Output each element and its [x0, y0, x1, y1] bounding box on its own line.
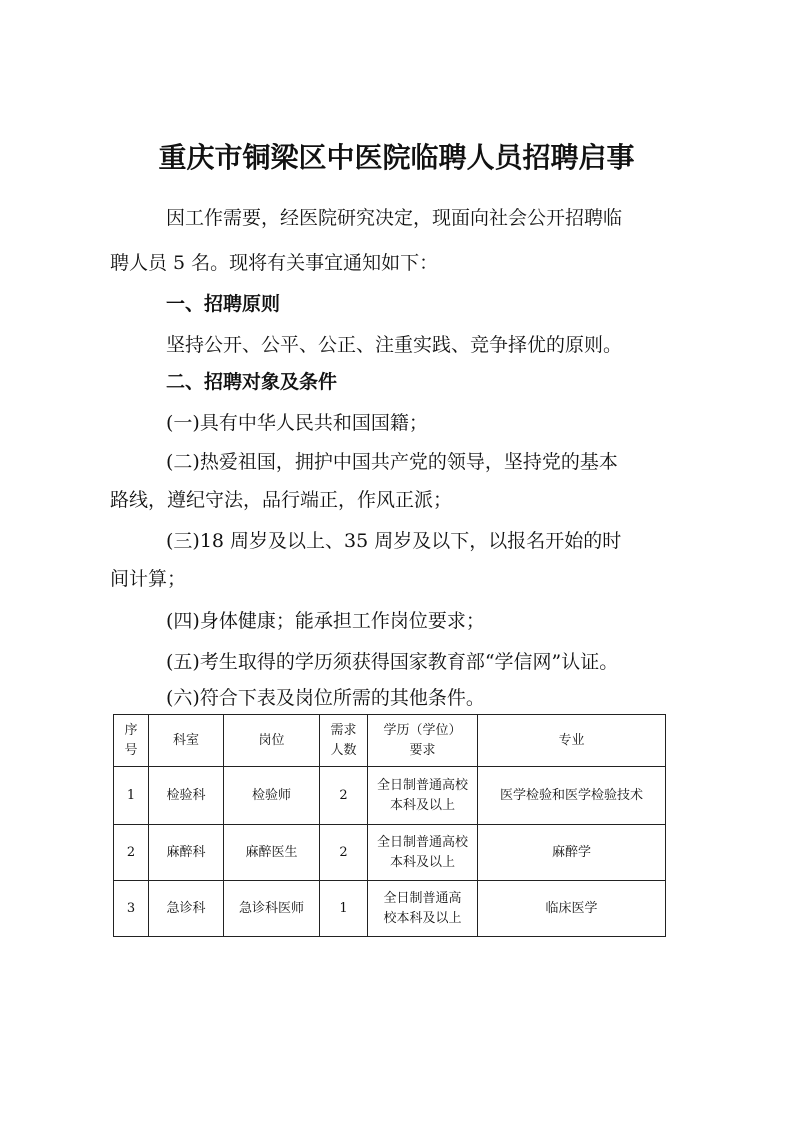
cell-education-line2: 本科及以上	[389, 797, 455, 813]
condition-3-line2: 间计算；	[110, 568, 187, 590]
cell-count: 2	[320, 767, 368, 825]
header-count-line1: 需求	[330, 722, 357, 738]
condition-4: (四)身体健康；能承担工作岗位要求；	[166, 610, 485, 632]
condition-3-line1: (三)18 周岁及以上、35 周岁及以下，以报名开始的时	[166, 530, 622, 552]
header-seq-line2: 号	[124, 742, 138, 758]
cell-count: 1	[320, 881, 368, 937]
header-count	[320, 715, 368, 767]
cell-education	[368, 767, 478, 825]
cell-education-line1: 全日制普通高校	[376, 834, 468, 850]
section-heading-principles: 一、招聘原则	[166, 293, 281, 315]
cell-seq: 1	[114, 767, 149, 825]
cell-seq: 3	[114, 881, 149, 937]
cell-seq: 2	[114, 825, 149, 881]
cell-major: 临床医学	[478, 881, 666, 937]
cell-count: 2	[320, 825, 368, 881]
table-row	[114, 767, 666, 825]
header-seq	[114, 715, 149, 767]
condition-2-line2: 路线，遵纪守法，品行端正，作风正派；	[110, 489, 453, 511]
condition-6: (六)符合下表及岗位所需的其他条件。	[166, 687, 485, 709]
intro-paragraph-line2: 聘人员 5 名。现将有关事宜通知如下：	[110, 252, 439, 274]
cell-education-line2: 校本科及以上	[383, 910, 462, 926]
header-count-line2: 人数	[330, 742, 357, 758]
requirements-table	[113, 714, 666, 937]
cell-dept: 麻醉科	[149, 825, 224, 881]
condition-5: (五)考生取得的学历须获得国家教育部“学信网”认证。	[166, 651, 619, 673]
cell-education-line1: 全日制普通高校	[376, 777, 468, 793]
header-education	[368, 715, 478, 767]
header-education-line1: 学历（学位）	[383, 722, 462, 738]
cell-dept: 急诊科	[149, 881, 224, 937]
cell-education-line1: 全日制普通高	[383, 890, 462, 906]
cell-major: 医学检验和医学检验技术	[478, 767, 666, 825]
cell-education-line2: 本科及以上	[389, 854, 455, 870]
section-heading-eligibility: 二、招聘对象及条件	[166, 371, 338, 393]
header-post: 岗位	[224, 715, 320, 767]
cell-post: 急诊科医师	[224, 881, 320, 937]
intro-paragraph-line1: 因工作需要，经医院研究决定，现面向社会公开招聘临	[166, 207, 623, 229]
cell-education	[368, 881, 478, 937]
condition-2-line1: (二)热爱祖国，拥护中国共产党的领导，坚持党的基本	[166, 451, 618, 473]
cell-major: 麻醉学	[478, 825, 666, 881]
header-seq-line1: 序	[124, 722, 138, 738]
condition-1: (一)具有中华人民共和国国籍；	[166, 412, 428, 434]
document-title: 重庆市铜梁区中医院临聘人员招聘启事	[158, 141, 635, 174]
table-row	[114, 825, 666, 881]
cell-education	[368, 825, 478, 881]
table-row	[114, 881, 666, 937]
cell-dept: 检验科	[149, 767, 224, 825]
cell-post: 检验师	[224, 767, 320, 825]
header-education-line2: 要求	[409, 742, 436, 758]
table-header-row	[114, 715, 666, 767]
header-dept: 科室	[149, 715, 224, 767]
cell-post: 麻醉医生	[224, 825, 320, 881]
header-major: 专业	[478, 715, 666, 767]
principles-text: 坚持公开、公平、公正、注重实践、竞争择优的原则。	[166, 334, 623, 356]
